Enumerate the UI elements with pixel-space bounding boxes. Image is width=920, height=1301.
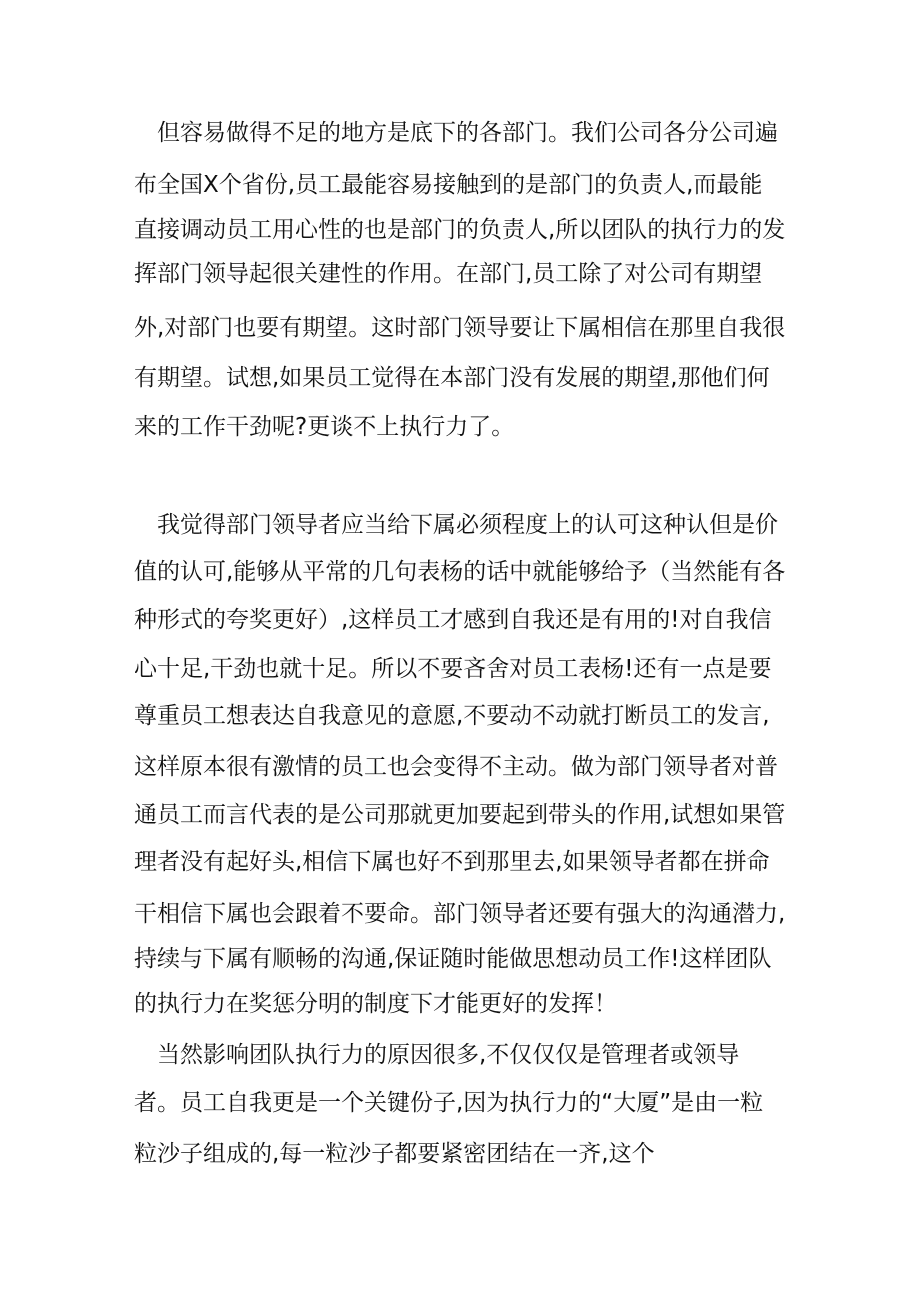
text-line: 心十足,干劲也就十足。所以不要吝舍对员工表杨!还有一点是要 (134, 656, 772, 682)
text-line: 值的认可,能够从平常的几句表杨的话中就能够给予（当然能有各 (134, 559, 786, 585)
text-line: 种形式的夸奖更好）,这样员工才感到自我还是有用的!对自我信 (134, 607, 772, 633)
text-line: 外,对部门也要有期望。这时部门领导要让下属相信在那里自我很 (134, 315, 786, 341)
text-line: 通员工而言代表的是公司那就更加要起到带头的作用,试想如果管 (134, 802, 786, 828)
text-line: 挥部门领导起很关建性的作用。在部门,员工除了对公司有期望 (134, 261, 763, 287)
text-line: 这样原本很有激情的员工也会变得不主动。做为部门领导者对普 (134, 754, 778, 780)
text-line: 但容易做得不足的地方是底下的各部门。我们公司各分公司遍 (134, 120, 778, 146)
text-line: 粒沙子组成的,每一粒沙子都要紧密团结在一齐,这个 (134, 1141, 655, 1167)
text-line: 的执行力在奖惩分明的制度下才能更好的发挥！ (134, 991, 617, 1017)
text-line: 者。员工自我更是一个关键份子,因为执行力的“大厦”是由一粒 (134, 1090, 764, 1116)
text-line: 干相信下属也会跟着不要命。部门领导者还要有强大的沟通潜力, (134, 901, 786, 927)
text-line: 有期望。试想,如果员工觉得在本部门没有发展的期望,那他们何 (134, 365, 770, 391)
text-line: 持续与下属有顺畅的沟通,保证随时能做思想动员工作!这样团队 (134, 946, 772, 972)
text-line: 理者没有起好头,相信下属也好不到那里去,如果领导者都在拼命 (134, 849, 770, 875)
text-line: 直接调动员工用心性的也是部门的负责人,所以团队的执行力的发 (134, 217, 786, 243)
text-line: 尊重员工想表达自我意见的意愿,不要动不动就打断员工的发言, (134, 703, 770, 729)
text-line: 我觉得部门领导者应当给下属必须程度上的认可这种认但是价 (134, 512, 778, 538)
text-line: 布全国X个省份,员工最能容易接触到的是部门的负责人,而最能 (134, 172, 763, 198)
text-line: 来的工作干劲呢?更谈不上执行力了。 (134, 414, 515, 440)
text-line: 当然影响团队执行力的原因很多,不仅仅仅是管理者或领导 (134, 1042, 740, 1068)
